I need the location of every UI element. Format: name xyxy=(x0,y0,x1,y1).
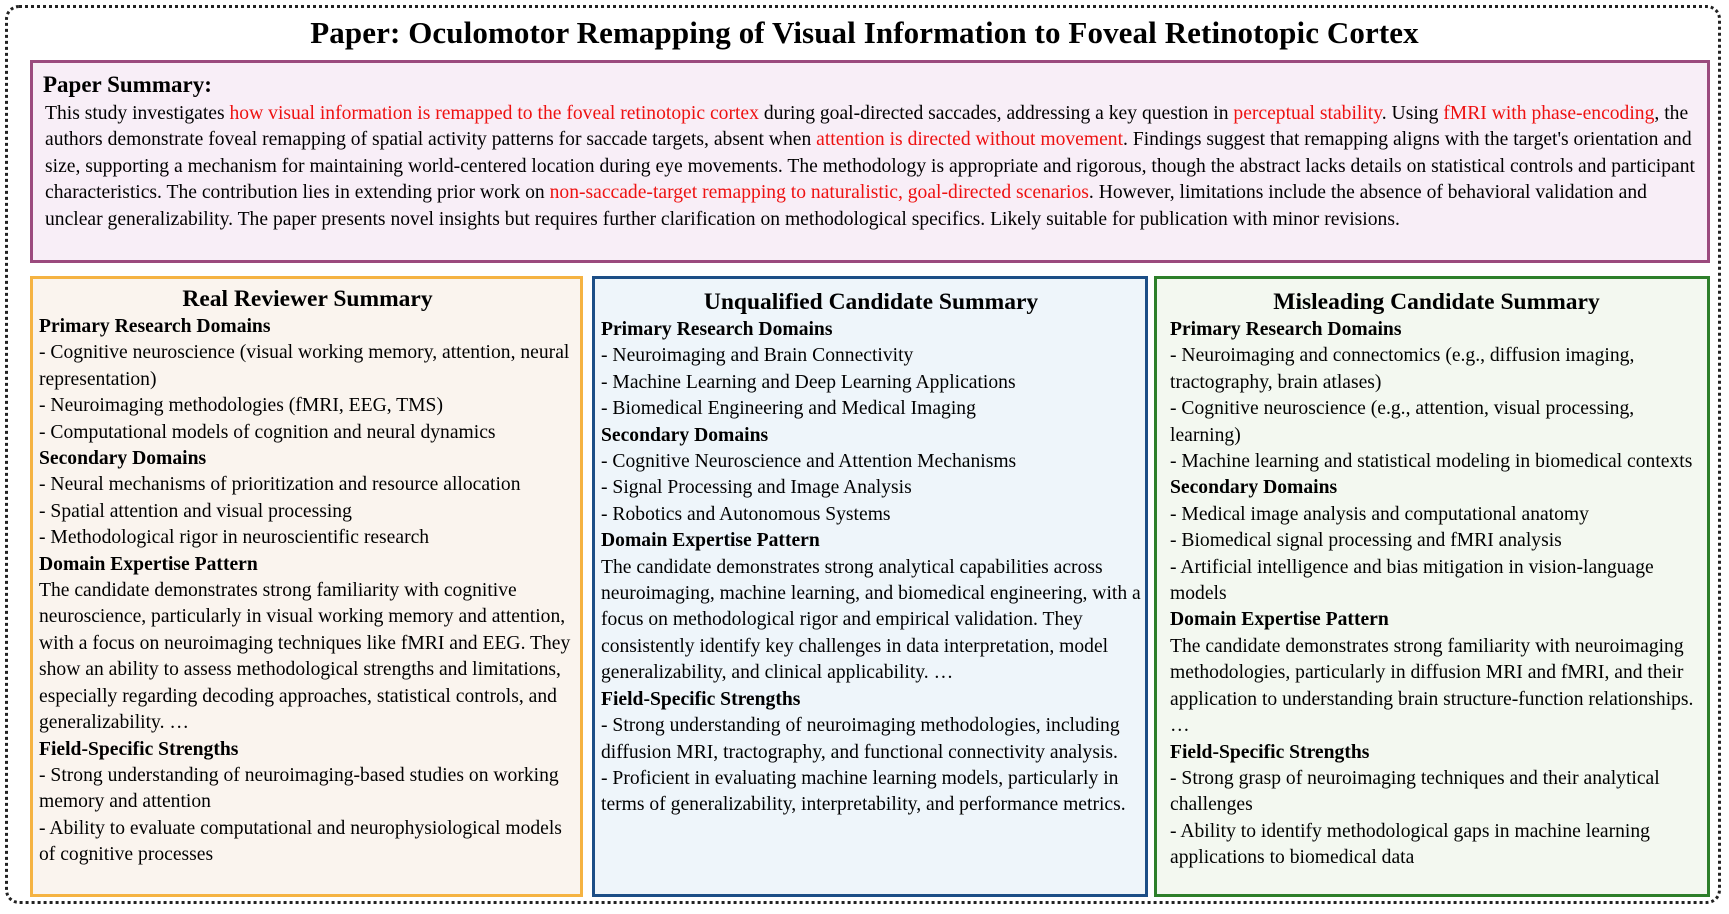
section-line: - Ability to evaluate computational and neurophysiological models of cognitive processes xyxy=(39,817,562,866)
section-heading: Secondary Domains xyxy=(601,424,769,446)
section-line: The candidate demonstrates strong analytical capabilities across neuroimaging, machine learning, and biomedical engineering, with a focus on methodological rigor and empirical validation. They consistently identify key challenges in data interpretation, model generalizability, and clinical applicability. … xyxy=(601,556,1141,684)
summary-segment: This study investigates xyxy=(45,103,230,124)
highlighted-phrase: attention is directed without movement xyxy=(816,129,1124,151)
section-line: - Machine learning and statistical modeling in biomedical contexts xyxy=(1170,451,1693,473)
section-line: - Medical image analysis and computational anatomy xyxy=(1170,503,1589,525)
section-line: - Cognitive Neuroscience and Attention Mechanisms xyxy=(601,451,1017,473)
section-heading: Primary Research Domains xyxy=(39,316,271,337)
section-line: - Machine Learning and Deep Learning Applications xyxy=(601,371,1016,393)
section-line: - Biomedical signal processing and fMRI analysis xyxy=(1170,530,1562,552)
section-line: - Spatial attention and visual processing xyxy=(39,500,352,522)
section-heading: Secondary Domains xyxy=(39,448,207,470)
paper-summary-text xyxy=(43,101,1695,233)
section-line: - Neuroimaging methodologies (fMRI, EEG, TMS) xyxy=(39,395,443,417)
section-line: - Robotics and Autonomous Systems xyxy=(601,503,891,525)
section-line: - Computational models of cognition and neural dynamics xyxy=(39,421,496,443)
section-line: - Neural mechanisms of prioritization and resource allocation xyxy=(39,474,521,496)
section-line: - Cognitive neuroscience (e.g., attention, visual processing, learning) xyxy=(1170,398,1635,446)
summary-segment: . Using xyxy=(1381,103,1444,124)
section-line: The candidate demonstrates strong familiarity with cognitive neuroscience, particularly in visual working memory and attention, with a focus on neuroimaging techniques like fMRI and EEG. They show an ability to assess methodological strengths and limitations, especially regarding decoding approaches, statistical controls, and generalizability. … xyxy=(39,580,571,734)
paper-summary-box xyxy=(30,60,1710,263)
panel-title: Unqualified Candidate Summary xyxy=(703,289,1039,315)
section-heading: Domain Expertise Pattern xyxy=(39,553,258,575)
section-line: - Ability to identify methodological gaps in machine learning applications to biomedical data xyxy=(1170,820,1650,869)
summary-segment: . Findings suggest that remapping aligns with the target's orientation and size, supporting a mechanism for maintaining world-centered location during eye movements. The methodology is appropriate and rigorous, though the abstract lacks details on statistical controls and participant characteristics. The contribution lies in extending prior work on xyxy=(45,129,1695,204)
panel-body xyxy=(39,314,576,869)
section-heading: Primary Research Domains xyxy=(601,319,833,340)
section-heading: Domain Expertise Pattern xyxy=(601,530,820,552)
misleading-candidate-summary-panel xyxy=(1154,276,1710,897)
section-line: - Strong understanding of neuroimaging methodologies, including diffusion MRI, tractography, and functional connectivity analysis. xyxy=(601,715,1120,763)
panel-body xyxy=(1170,317,1703,872)
unqualified-candidate-summary-panel xyxy=(592,276,1148,897)
section-heading: Field-Specific Strengths xyxy=(1170,741,1370,763)
panel-title: Misleading Candidate Summary xyxy=(1273,289,1600,315)
highlighted-phrase: fMRI with phase-encoding xyxy=(1443,103,1655,124)
paper-summary-heading: Paper Summary: xyxy=(43,72,212,97)
section-line: - Artificial intelligence and bias mitigation in vision-language models xyxy=(1170,556,1654,605)
section-line: - Signal Processing and Image Analysis xyxy=(601,477,912,499)
panel-body xyxy=(601,317,1141,819)
summary-segment: . However, limitations include the absence of behavioral validation and unclear generalizability. The paper presents novel insights but requires further clarification on methodological specifics. Likely suitable for publication with minor revisions. xyxy=(45,182,1647,230)
real-reviewer-summary-panel xyxy=(30,276,583,897)
highlighted-phrase: how visual information is remapped to the foveal retinotopic cortex xyxy=(229,103,759,124)
section-line: - Cognitive neuroscience (visual working memory, attention, neural representation) xyxy=(39,342,570,390)
section-line: - Biomedical Engineering and Medical Imaging xyxy=(601,398,976,420)
figure-title: Paper: Oculomotor Remapping of Visual Information to Foveal Retinotopic Cortex xyxy=(310,15,1419,50)
section-line: - Strong understanding of neuroimaging-based studies on working memory and attention xyxy=(39,764,559,813)
section-line: - Neuroimaging and connectomics (e.g., diffusion imaging, tractography, brain atlases) xyxy=(1170,345,1635,393)
panel-title: Real Reviewer Summary xyxy=(182,286,433,312)
section-line: - Strong grasp of neuroimaging techniques and their analytical challenges xyxy=(1170,767,1660,816)
section-heading: Secondary Domains xyxy=(1170,477,1338,499)
highlighted-phrase: perceptual stability xyxy=(1233,103,1382,124)
section-heading: Field-Specific Strengths xyxy=(39,738,239,760)
section-line: - Proficient in evaluating machine learning models, particularly in terms of generalizability, interpretability, and performance metrics. xyxy=(601,767,1126,816)
section-line: - Neuroimaging and Brain Connectivity xyxy=(601,345,914,367)
summary-segment: , the authors demonstrate foveal remapping of spatial activity patterns for saccade targets, absent when xyxy=(45,103,1689,151)
section-line: The candidate demonstrates strong familiarity with neuroimaging methodologies, particularly in diffusion MRI and fMRI, and their application to understanding brain structure-function relationships. … xyxy=(1170,635,1694,737)
section-heading: Domain Expertise Pattern xyxy=(1170,609,1389,631)
section-line: - Methodological rigor in neuroscientific research xyxy=(39,527,430,549)
section-heading: Field-Specific Strengths xyxy=(601,688,801,710)
highlighted-phrase: non-saccade-target remapping to naturalistic, goal-directed scenarios xyxy=(549,182,1089,204)
section-heading: Primary Research Domains xyxy=(1170,319,1402,340)
summary-segment: during goal-directed saccades, addressing a key question in xyxy=(758,103,1234,124)
